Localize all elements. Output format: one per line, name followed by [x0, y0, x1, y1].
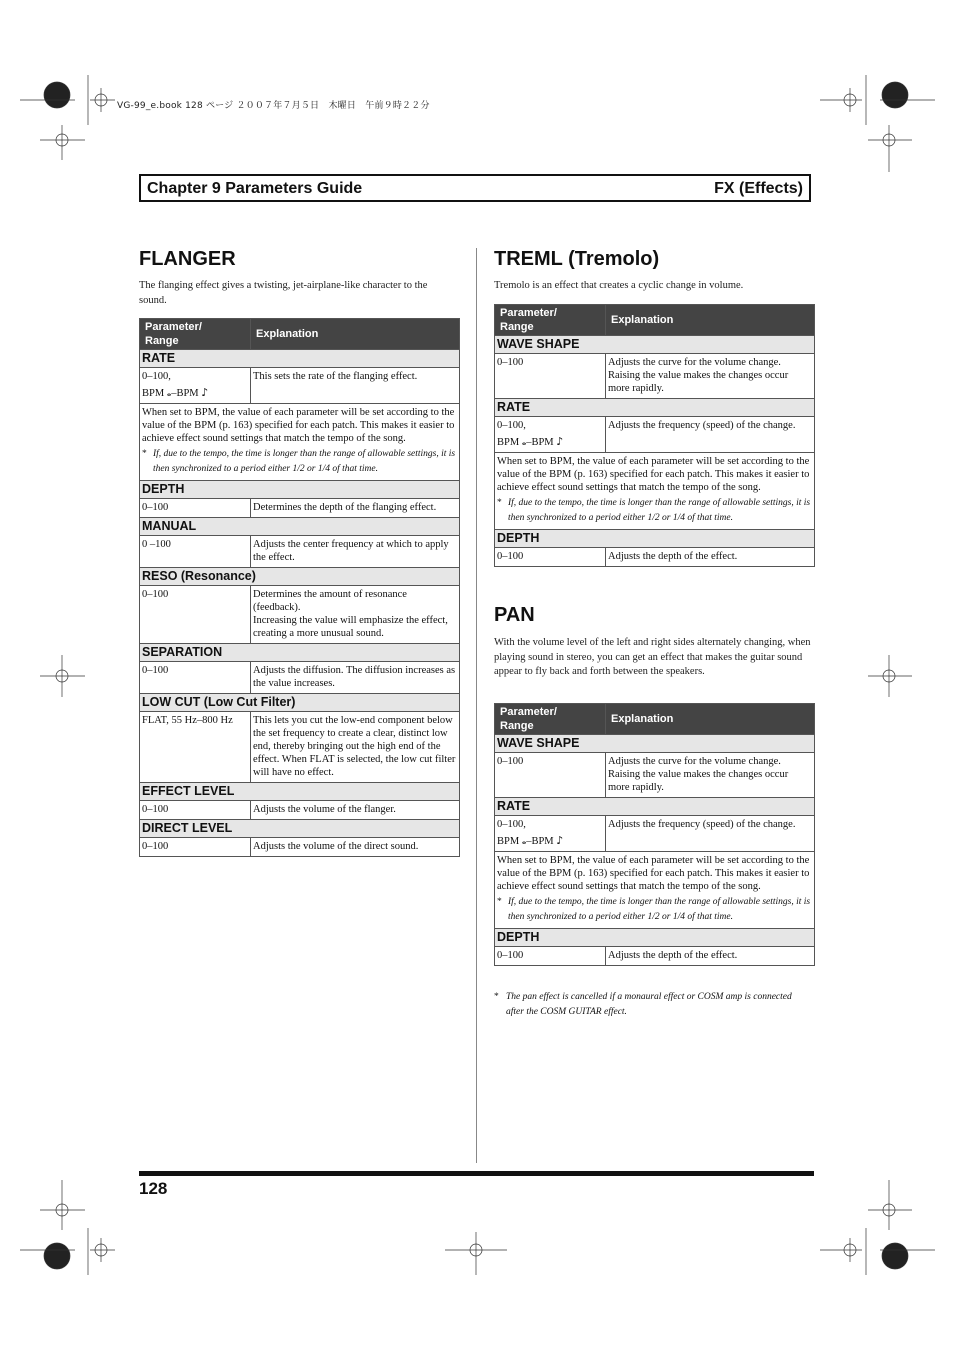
param-depth: DEPTH [495, 929, 815, 947]
caution-text: If, due to the tempo, the time is longer than the range of allowable settings, it is then synchronized to a period either 1/2 or 1/4 of that time. [508, 498, 811, 523]
pan-table [494, 703, 815, 966]
explanation-cell: Adjusts the center frequency at which to apply the effect. [251, 536, 460, 568]
chapter-title: Chapter 9 Parameters Guide [147, 180, 363, 197]
bpm-note-text: When set to BPM, the value of each parameter will be set according to the value of the BPM (p. 163) specified for each patch. This makes it easier to achieve effect sound settings that match the tempo of the song. [497, 456, 810, 493]
caution-text: If, due to the tempo, the time is longer than the range of allowable settings, it is then synchronized to a period either 1/2 or 1/4 of that time. [508, 897, 811, 922]
flanger-title: FLANGER [139, 248, 236, 270]
treml-intro: Tremolo is an effect that creates a cyclic change in volume. [494, 280, 744, 291]
range-value: 0–100, [142, 371, 171, 382]
caution-text: If, due to the tempo, the time is longer than the range of allowable settings, it is then synchronized to a period either 1/2 or 1/4 of that time. [153, 449, 456, 474]
param-manual: MANUAL [140, 518, 460, 536]
range-cell [495, 816, 606, 852]
whole-note-icon: 𝅝 [521, 834, 527, 847]
bpm-note-caution [497, 895, 812, 924]
eighth-note-icon: ♪ [556, 435, 564, 448]
whole-note-icon: 𝅝 [521, 435, 527, 448]
range-cell: 0–100 [495, 354, 606, 399]
explanation-cell: This lets you cut the low-end component below the set frequency to create a clear, distinct low end, thereby bringing out the high end of the effect. When FLAT is selected, the low cut filter will have no effect. [251, 712, 460, 783]
explanation-cell: Adjusts the frequency (speed) of the change. [606, 417, 815, 453]
explanation-cell: Determines the amount of resonance (feedback). Increasing the value will emphasize the effect, creating a more unusual sound. [251, 586, 460, 644]
param-depth: DEPTH [140, 481, 460, 499]
explanation-cell: This sets the rate of the flanging effect. [251, 368, 460, 404]
range-cell: 0–100 [140, 801, 251, 820]
header-explanation: Explanation [251, 319, 460, 350]
header-param: Parameter/ Range [495, 704, 606, 735]
range-cell: 0–100 [140, 838, 251, 857]
print-header: VG-99_e.book 128 ページ ２００７年７月５日 木曜日 午前９時２２分 [117, 101, 430, 111]
range-cell [140, 368, 251, 404]
header-explanation: Explanation [606, 305, 815, 336]
range-bpm: BPM [497, 836, 520, 847]
param-rate: RATE [495, 798, 815, 816]
whole-note-icon: 𝅝 [166, 386, 172, 399]
range-bpm: BPM [497, 437, 520, 448]
pan-title: PAN [494, 604, 535, 626]
range-value: 0–100, [497, 420, 526, 431]
asterisk: * [497, 897, 502, 907]
bpm-note-caution [142, 447, 457, 476]
explanation-cell: Adjusts the curve for the volume change. Raising the value makes the changes occur more rapidly. [606, 753, 815, 798]
param-rate: RATE [495, 399, 815, 417]
header-param: Parameter/ Range [140, 319, 251, 350]
treml-title: TREML (Tremolo) [494, 248, 660, 270]
param-depth: DEPTH [495, 530, 815, 548]
param-separation: SEPARATION [140, 644, 460, 662]
eighth-note-icon: ♪ [201, 386, 209, 399]
treml-table [494, 304, 815, 567]
flanger-table [139, 318, 460, 857]
asterisk: * [494, 992, 499, 1002]
explanation-cell: Determines the depth of the flanging effect. [251, 499, 460, 518]
explanation-cell: Adjusts the volume of the flanger. [251, 801, 460, 820]
param-reso: RESO (Resonance) [140, 568, 460, 586]
param-low-cut: LOW CUT (Low Cut Filter) [140, 694, 460, 712]
range-value: 0–100, [497, 819, 526, 830]
range-cell: 0–100 [495, 947, 606, 966]
pan-footnote-text: The pan effect is cancelled if a monaural effect or COSM amp is connected after the COSM GUITAR effect. [506, 992, 792, 1017]
flanger-intro: The flanging effect gives a twisting, jet-airplane-like character to the sound. [139, 280, 428, 306]
param-effect-level: EFFECT LEVEL [140, 783, 460, 801]
pan-intro: With the volume level of the left and right sides alternately changing, when playing sound in stereo, you can get an effect that makes the guitar sound appear to fly back and forth between the speakers. [494, 637, 811, 677]
bpm-note [140, 404, 460, 481]
bpm-note [495, 852, 815, 929]
range-cell: 0–100 [495, 548, 606, 567]
range-cell [495, 417, 606, 453]
footer-rule [139, 1171, 814, 1176]
explanation-cell: Adjusts the curve for the volume change. Raising the value makes the changes occur more rapidly. [606, 354, 815, 399]
header-explanation: Explanation [606, 704, 815, 735]
explanation-cell: Adjusts the frequency (speed) of the change. [606, 816, 815, 852]
page-number: 128 [139, 1179, 168, 1198]
param-rate: RATE [140, 350, 460, 368]
range-bpm-max: –BPM [526, 437, 554, 448]
bpm-note-caution [497, 496, 812, 525]
range-cell: 0–100 [140, 662, 251, 694]
explanation-cell: Adjusts the diffusion. The diffusion increases as the value increases. [251, 662, 460, 694]
asterisk: * [142, 449, 147, 459]
chapter-header [139, 174, 811, 202]
param-wave-shape: WAVE SHAPE [495, 336, 815, 354]
range-bpm: BPM [142, 388, 165, 399]
bpm-note-text: When set to BPM, the value of each parameter will be set according to the value of the BPM (p. 163) specified for each patch. This makes it easier to achieve effect sound settings that match the tempo of the song. [497, 855, 810, 892]
explanation-cell: Adjusts the volume of the direct sound. [251, 838, 460, 857]
header-param: Parameter/ Range [495, 305, 606, 336]
range-bpm-max: –BPM [526, 836, 554, 847]
explanation-cell: Adjusts the depth of the effect. [606, 548, 815, 567]
range-cell: 0 –100 [140, 536, 251, 568]
section-name: FX (Effects) [714, 180, 803, 197]
bpm-note-text: When set to BPM, the value of each parameter will be set according to the value of the BPM (p. 163) specified for each patch. This makes it easier to achieve effect sound settings that match the tempo of the song. [142, 407, 455, 444]
asterisk: * [497, 498, 502, 508]
range-cell: 0–100 [495, 753, 606, 798]
range-cell: 0–100 [140, 499, 251, 518]
eighth-note-icon: ♪ [556, 834, 564, 847]
explanation-cell: Adjusts the depth of the effect. [606, 947, 815, 966]
range-cell: 0–100 [140, 586, 251, 644]
bpm-note [495, 453, 815, 530]
range-cell: FLAT, 55 Hz–800 Hz [140, 712, 251, 783]
param-direct-level: DIRECT LEVEL [140, 820, 460, 838]
range-bpm-max: –BPM [171, 388, 199, 399]
column-divider [476, 248, 477, 1163]
param-wave-shape: WAVE SHAPE [495, 735, 815, 753]
pan-footnote [494, 990, 806, 1019]
